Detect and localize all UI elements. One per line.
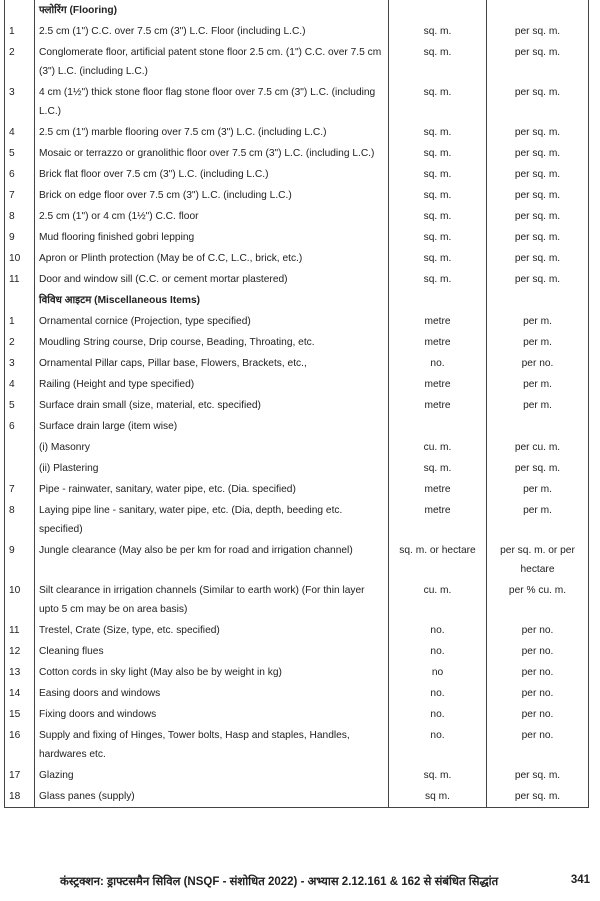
table-row [5, 662, 589, 683]
rate-basis: per no. [487, 641, 589, 662]
table-row [5, 786, 589, 808]
item-number: 10 [5, 580, 35, 620]
item-description: Surface drain large (item wise) [35, 416, 389, 437]
unit-of-measurement: sq. m. [389, 765, 487, 786]
table-row [5, 206, 589, 227]
item-number: 1 [5, 21, 35, 42]
rate-basis: per m. [487, 500, 589, 540]
item-description: Moudling String course, Drip course, Beading, Throating, etc. [35, 332, 389, 353]
table-row [5, 540, 589, 580]
rate-basis: per sq. m. [487, 21, 589, 42]
item-number: 2 [5, 332, 35, 353]
item-number: 17 [5, 765, 35, 786]
empty-cell [5, 0, 35, 21]
item-number: 7 [5, 185, 35, 206]
empty-cell [389, 0, 487, 21]
empty-cell [5, 290, 35, 311]
item-number: 11 [5, 620, 35, 641]
empty-cell [389, 290, 487, 311]
empty-cell [487, 290, 589, 311]
unit-of-measurement: sq. m. [389, 42, 487, 82]
item-number: 8 [5, 206, 35, 227]
item-number: 6 [5, 164, 35, 185]
item-description: (i) Masonry [35, 437, 389, 458]
rate-basis: per sq. m. [487, 143, 589, 164]
table-row [5, 725, 589, 765]
unit-of-measurement: no. [389, 725, 487, 765]
rate-basis: per m. [487, 395, 589, 416]
unit-of-measurement: sq. m. [389, 82, 487, 122]
unit-of-measurement: cu. m. [389, 580, 487, 620]
table-row [5, 374, 589, 395]
rate-basis: per m. [487, 332, 589, 353]
table-row [5, 122, 589, 143]
table-row [5, 42, 589, 82]
item-number: 15 [5, 704, 35, 725]
item-number: 4 [5, 374, 35, 395]
table-row [5, 479, 589, 500]
unit-of-measurement: no. [389, 353, 487, 374]
rate-basis: per sq. m. [487, 206, 589, 227]
item-number: 13 [5, 662, 35, 683]
item-number: 11 [5, 269, 35, 290]
rate-basis: per % cu. m. [487, 580, 589, 620]
table-row [5, 164, 589, 185]
table-row [5, 82, 589, 122]
unit-of-measurement: metre [389, 332, 487, 353]
table-row [5, 620, 589, 641]
page-number: 341 [570, 874, 590, 886]
item-description: (ii) Plastering [35, 458, 389, 479]
table-row [5, 641, 589, 662]
table-row [5, 395, 589, 416]
unit-of-measurement: sq. m. [389, 248, 487, 269]
item-description: Ornamental Pillar caps, Pillar base, Flowers, Brackets, etc., [35, 353, 389, 374]
item-description: Brick flat floor over 7.5 cm (3") L.C. (including L.C.) [35, 164, 389, 185]
section-heading: फ्लोरिंग (Flooring) [35, 0, 389, 21]
item-description: Jungle clearance (May also be per km for road and irrigation channel) [35, 540, 389, 580]
rate-basis: per no. [487, 683, 589, 704]
table-row [5, 437, 589, 458]
table-row [5, 227, 589, 248]
unit-of-measurement: sq. m. [389, 458, 487, 479]
item-number: 4 [5, 122, 35, 143]
item-number: 3 [5, 82, 35, 122]
item-description: Brick on edge floor over 7.5 cm (3") L.C. (including L.C.) [35, 185, 389, 206]
rate-basis: per sq. m. or per hectare [487, 540, 589, 580]
item-number: 8 [5, 500, 35, 540]
item-description: Apron or Plinth protection (May be of C.C, L.C., brick, etc.) [35, 248, 389, 269]
item-number: 2 [5, 42, 35, 82]
table-row [5, 580, 589, 620]
unit-of-measurement: sq. m. [389, 227, 487, 248]
unit-of-measurement: metre [389, 479, 487, 500]
unit-of-measurement: sq. m. [389, 269, 487, 290]
table-row [5, 185, 589, 206]
item-number: 5 [5, 143, 35, 164]
item-number: 18 [5, 786, 35, 808]
section-heading-row [5, 290, 589, 311]
item-number: 16 [5, 725, 35, 765]
rate-basis: per sq. m. [487, 269, 589, 290]
table-row [5, 416, 589, 437]
section-heading: विविध आइटम (Miscellaneous Items) [35, 290, 389, 311]
table-row [5, 458, 589, 479]
unit-of-measurement: no [389, 662, 487, 683]
rate-basis: per no. [487, 353, 589, 374]
estimate-units-table [4, 0, 589, 808]
item-description: 2.5 cm (1") or 4 cm (1½") C.C. floor [35, 206, 389, 227]
rate-basis: per sq. m. [487, 765, 589, 786]
item-description: Laying pipe line - sanitary, water pipe, etc. (Dia, depth, beeding etc. specified) [35, 500, 389, 540]
item-description: Surface drain small (size, material, etc. specified) [35, 395, 389, 416]
item-description: 4 cm (1½") thick stone floor flag stone floor over 7.5 cm (3") L.C. (including L.C.) [35, 82, 389, 122]
table-body [5, 0, 589, 808]
unit-of-measurement: no. [389, 641, 487, 662]
table-row [5, 21, 589, 42]
rate-basis: per sq. m. [487, 42, 589, 82]
item-description: Cleaning flues [35, 641, 389, 662]
item-description: Glazing [35, 765, 389, 786]
table-row [5, 248, 589, 269]
item-description: Ornamental cornice (Projection, type specified) [35, 311, 389, 332]
item-number: 9 [5, 227, 35, 248]
unit-of-measurement: metre [389, 395, 487, 416]
item-number: 3 [5, 353, 35, 374]
rate-basis: per sq. m. [487, 185, 589, 206]
unit-of-measurement: sq. m. [389, 21, 487, 42]
item-description: Mud flooring finished gobri lepping [35, 227, 389, 248]
footer-title: कंस्ट्रक्शन: ड्राफ्टसमैन सिविल (NSQF - संशोधित 2022) - अभ्यास 2.12.161 & 162 से संबंधित सिद्धांत [60, 876, 499, 888]
unit-of-measurement: sq m. [389, 786, 487, 808]
rate-basis: per no. [487, 662, 589, 683]
table-row [5, 143, 589, 164]
unit-of-measurement: metre [389, 500, 487, 540]
unit-of-measurement: sq. m. [389, 122, 487, 143]
item-description: Silt clearance in irrigation channels (Similar to earth work) (For thin layer upto 5 cm may be on area basis) [35, 580, 389, 620]
unit-of-measurement: sq. m. [389, 206, 487, 227]
item-number [5, 437, 35, 458]
unit-of-measurement: sq. m. or hectare [389, 540, 487, 580]
unit-of-measurement: sq. m. [389, 143, 487, 164]
table-row [5, 765, 589, 786]
rate-basis: per no. [487, 725, 589, 765]
empty-cell [487, 0, 589, 21]
item-description: 2.5 cm (1") marble flooring over 7.5 cm (3") L.C. (including L.C.) [35, 122, 389, 143]
unit-of-measurement: cu. m. [389, 437, 487, 458]
rate-basis: per sq. m. [487, 227, 589, 248]
rate-basis: per m. [487, 311, 589, 332]
unit-of-measurement: no. [389, 683, 487, 704]
unit-of-measurement: no. [389, 620, 487, 641]
item-description: Easing doors and windows [35, 683, 389, 704]
item-number: 12 [5, 641, 35, 662]
item-description: Railing (Height and type specified) [35, 374, 389, 395]
unit-of-measurement: metre [389, 374, 487, 395]
unit-of-measurement: metre [389, 311, 487, 332]
table-row [5, 269, 589, 290]
item-description: Conglomerate floor, artificial patent stone floor 2.5 cm. (1") C.C. over 7.5 cm (3") L.C. (including L.C.) [35, 42, 389, 82]
item-number: 5 [5, 395, 35, 416]
item-number: 1 [5, 311, 35, 332]
table-row [5, 332, 589, 353]
item-description: Trestel, Crate (Size, type, etc. specified) [35, 620, 389, 641]
item-number: 14 [5, 683, 35, 704]
item-description: Fixing doors and windows [35, 704, 389, 725]
rate-basis: per m. [487, 374, 589, 395]
item-description: Pipe - rainwater, sanitary, water pipe, etc. (Dia. specified) [35, 479, 389, 500]
table-row [5, 311, 589, 332]
rate-basis [487, 416, 589, 437]
section-heading-row [5, 0, 589, 21]
rate-basis: per sq. m. [487, 786, 589, 808]
item-description: Supply and fixing of Hinges, Tower bolts, Hasp and staples, Handles, hardwares etc. [35, 725, 389, 765]
item-number: 10 [5, 248, 35, 269]
unit-of-measurement: no. [389, 704, 487, 725]
item-description: 2.5 cm (1") C.C. over 7.5 cm (3") L.C. Floor (including L.C.) [35, 21, 389, 42]
item-description: Cotton cords in sky light (May also be by weight in kg) [35, 662, 389, 683]
rate-basis: per sq. m. [487, 122, 589, 143]
table-row [5, 683, 589, 704]
table-row [5, 500, 589, 540]
rate-basis: per sq. m. [487, 164, 589, 185]
unit-of-measurement: sq. m. [389, 164, 487, 185]
rate-basis: per sq. m. [487, 248, 589, 269]
table-row [5, 353, 589, 374]
table-row [5, 704, 589, 725]
item-number: 7 [5, 479, 35, 500]
rate-basis: per no. [487, 620, 589, 641]
rate-basis: per sq. m. [487, 458, 589, 479]
unit-of-measurement: sq. m. [389, 185, 487, 206]
rate-basis: per m. [487, 479, 589, 500]
item-number: 9 [5, 540, 35, 580]
item-number [5, 458, 35, 479]
item-description: Door and window sill (C.C. or cement mortar plastered) [35, 269, 389, 290]
item-description: Mosaic or terrazzo or granolithic floor over 7.5 cm (3") L.C. (including L.C.) [35, 143, 389, 164]
item-description: Glass panes (supply) [35, 786, 389, 808]
rate-basis: per sq. m. [487, 82, 589, 122]
item-number: 6 [5, 416, 35, 437]
rate-basis: per cu. m. [487, 437, 589, 458]
rate-basis: per no. [487, 704, 589, 725]
unit-of-measurement [389, 416, 487, 437]
